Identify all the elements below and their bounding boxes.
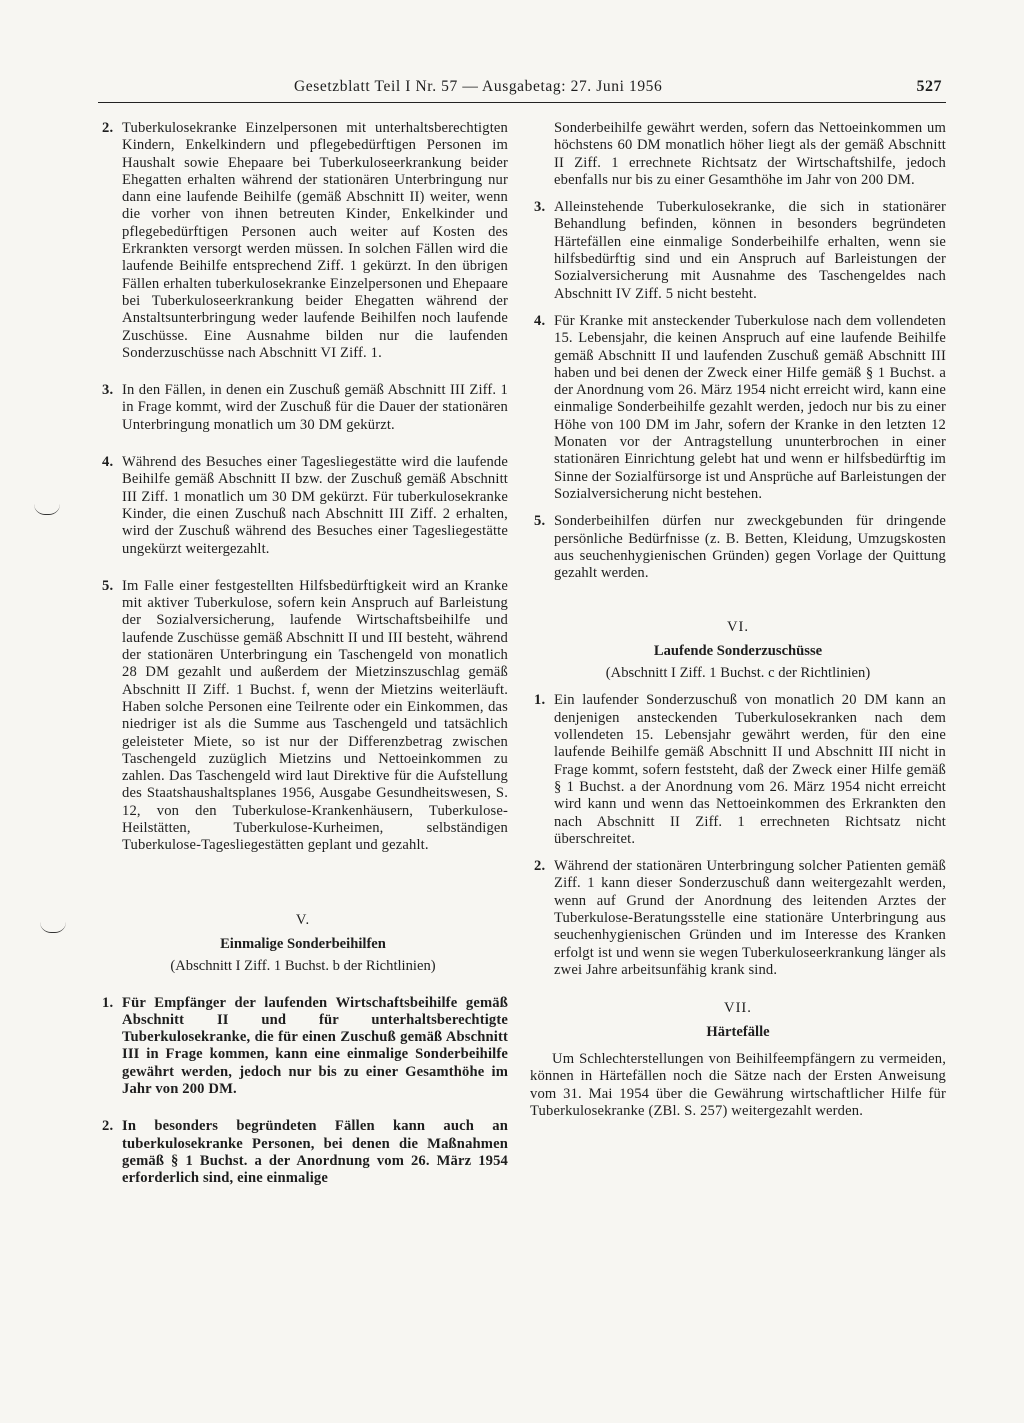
header-title: Gesetzblatt Teil I Nr. 57 — Ausgabetag: 27. Juni 1956 [294, 78, 663, 95]
item-number: 5. [102, 577, 114, 594]
right-column [530, 120, 946, 1120]
list-item [98, 454, 508, 558]
list-item [530, 692, 946, 848]
list-item [530, 199, 946, 303]
item-text: Sonderbeihilfen dürfen nur zweckgebunden für dringende persönliche Bedürfnisse (z. B. Betten, Kleidung, Umzugskosten aus seuchenhygienischen Gründen) gegen Vorlage der Quittung gezahlt werden. [554, 513, 946, 582]
item-text: Ein laufender Sonderzuschuß von monatlich 20 DM kann an denjenigen ansteckenden Tuberkulosekranken nach dem vollendeten 15. Lebensjahr gewährt werden, für den eine laufende Beihilfe gemäß Abschnitt II und Abschnitt III nicht in Frage kommt, sofern feststeht, daß der Zweck einer Hilfe gemäß § 1 Buchst. a der Anordnung vom 26. März 1954 nicht erreicht wird kann und wenn das Nettoeinkommen des Erkrankten den nach Abschnitt II Ziff. 1 errechneten Richtsatz nicht überschreitet. [554, 692, 946, 847]
section-subtitle: (Abschnitt I Ziff. 1 Buchst. b der Richtlinien) [170, 957, 436, 974]
section-number: VI. [726, 619, 750, 636]
section-number: V. [295, 911, 311, 928]
list-item [530, 313, 946, 503]
margin-mark [40, 922, 66, 933]
paragraph: Um Schlechterstellungen von Beihilfeempfängern zu vermeiden, können in Härtefällen noch die Sätze nach der Ersten Anweisung vom 31. Mai 1954 über die Gewährung wirtschaftlicher Hilfe für Tuberkulosekranke (ZBl. S. 257) weitergezahlt werden. [530, 1051, 946, 1120]
item-number: 1. [102, 994, 114, 1011]
item-text: Alleinstehende Tuberkulosekranke, die sich in stationärer Behandlung befinden, können in besonders begründeten Härtefällen eine einmalige Sonderbeihilfe erhalten, wenn sie hilfsbedürftig sind und ein Anspruch auf Barleistungen der Sozialversicherung mit Ausnahme des Taschengeldes nach Abschnitt IV Ziff. 5 nicht besteht. [554, 199, 946, 302]
list-item [98, 995, 508, 1099]
item-number: 5. [534, 513, 546, 530]
page-header [98, 76, 946, 103]
item-text: Für Kranke mit ansteckender Tuberkulose nach dem vollendeten 15. Lebensjahr, die keinen Anspruch auf eine laufende Beihilfe gemäß Abschnitt II und laufenden Zuschuß gemäß Abschnitt III haben und bei denen der Zweck einer Hilfe gemäß § 1 Buchst. a der Anordnung vom 26. März 1954 nicht erreicht wird, kann eine einmalige Sonderbeihilfe gezahlt werden, jedoch nur bis zu einer Höhe von 100 DM im Jahr, sofern der Kranke in den letzten 12 Monaten vor der Antragstellung ununterbrochen in einer stationären Einrichtung gelebt hat und wenn er hilfsbedürftig im Sinne der Sozialfürsorge ist und Ansprüche auf Barleistungen der Sozialversicherung nicht bestehen. [554, 312, 946, 502]
section-title: Härtefälle [706, 1024, 770, 1041]
list-item [98, 1118, 508, 1187]
item-text: Während der stationären Unterbringung solcher Patienten gemäß Ziff. 1 kann dieser Sonderzuschuß dann weitergezahlt werden, wenn auf Grund der Anordnung des leitenden Arztes der Tuberkulose-Beratungsstelle eine stationäre Unterbringung aus seuchenhygienischen Gründen und im Interesse des Kranken erfolgt ist und wenn sie wegen Tuberkuloseerkrankung länger als zwei Jahre arbeitsunfähig krank sind. [554, 858, 946, 978]
section-subtitle: (Abschnitt I Ziff. 1 Buchst. c der Richtlinien) [605, 665, 871, 682]
item-number: 4. [102, 454, 114, 471]
list-item [98, 120, 508, 362]
item-number: 4. [534, 312, 546, 329]
item-text: In besonders begründeten Fällen kann auch an tuberkulosekranke Personen, bei denen die Maßnahmen gemäß § 1 Buchst. a der Anordnung vom 26. März 1954 erforderlich sind, eine einmalige [122, 1118, 508, 1187]
item-number: 2. [102, 120, 114, 136]
continuation-text: Sonderbeihilfe gewährt werden, sofern das Nettoeinkommen um höchstens 60 DM monatlich höher liegt als der gemäß Abschnitt II Ziff. 1 errechnete Richtsatz der Wirtschaftshilfe, jedoch ebenfalls nur bis zu einer Gesamthöhe im Jahr von 200 DM. [554, 120, 946, 188]
item-text: Tuberkulosekranke Einzelpersonen mit unterhaltsberechtigten Kindern, Enkelkindern und pflegebedürftigen Personen im Haushalt sowie Ehepaare bei Tuberkuloseerkrankung beider Ehegatten erhalten während der stationären Unterbringung nur dann eine laufende Beihilfe (gemäß Abschnitt II) weiter, wenn die vorher von ihnen betreuten Kinder, Enkelkinder und pflegebedürftigen Personen auch weiter auf Kosten des Erkrankten versorgt werden müssen. In solchen Fällen wird die laufende Beihilfe entsprechend Ziff. 1 gekürzt. In den übrigen Fällen erhalten tuberkulosekranke Einzelpersonen und Ehepaare bei Tuberkuloseerkrankung beider Ehegatten während der Anstaltsunterbringung weder laufende Beihilfen noch laufende Zuschüsse. Eine Ausnahme bilden nur die laufenden Sonderzuschüsse nach Abschnitt VI Ziff. 1. [122, 120, 508, 361]
list-item [530, 858, 946, 979]
item-number: 3. [102, 382, 114, 399]
item-text: Im Falle einer festgestellten Hilfsbedürftigkeit wird an Kranke mit aktiver Tuberkulose, sofern kein Anspruch auf Barleistung der Sozialversicherung, laufende Wirtschaftsbeihilfe und laufende Zuschüsse gemäß Abschnitt II und III besteht, während der stationären Unterbringung ein Taschengeld von monatlich 28 DM gezahlt und außerdem der Mietzinszuschlag gemäß Abschnitt II Ziff. 1 Buchst. f, wenn der Mietzins weiterläuft. Haben solche Personen eine Teilrente oder ein Einkommen, das niedriger ist als die Summe aus Taschengeld und tatsächlich geleisteter Miete, so ist nur der Differenzbetrag zwischen Taschengeld zuzüglich Mietzins und Nettoeinkommen zu zahlen. Das Taschengeld wird laut Direktive für die Aufstellung des Staatshaushaltsplanes 1956, Ausgabe Gesundheitswesen, S. 12, von den Tuberkulose-Krankenhäusern, Tuberkulose-Heilstätten, Tuberkulose-Kurheimen, selbständigen Tuberkulose-Tagesliegestätten geplant und gezahlt. [122, 577, 508, 854]
item-text: In den Fällen, in denen ein Zuschuß gemäß Abschnitt III Ziff. 1 in Frage kommt, wird der Zuschuß für die Dauer der stationären Unterbringung monatlich um 30 DM gekürzt. [122, 382, 508, 433]
item-number: 3. [534, 199, 546, 216]
list-item [98, 578, 508, 855]
item-number: 2. [102, 1118, 114, 1135]
item-number: 1. [534, 692, 546, 709]
section-number: VII. [724, 1000, 752, 1017]
page-number: 527 [916, 78, 942, 95]
item-number: 2. [534, 858, 546, 875]
list-item [530, 513, 946, 582]
list-item [98, 382, 508, 434]
item-text: Während des Besuches einer Tagesliegestätte wird die laufende Beihilfe gemäß Abschnitt II bzw. der Zuschuß gemäß Abschnitt III Ziff. 1 monatlich um 30 DM gekürzt. Für tuberkulosekranke Kinder, die einen Zuschuß nach Abschnitt III Ziff. 2 erhalten, wird der Zuschuß während des Besuches einer Tagesliegestätte ungekürzt weitergezahlt. [122, 454, 508, 557]
item-text: Für Empfänger der laufenden Wirtschaftsbeihilfe gemäß Abschnitt II und für unterhaltsberechtigte Tuberkulosekranke, die für einen Zuschuß gemäß Abschnitt III in Frage kommen, kann eine einmalige Sonderbeihilfe gewährt werden, jedoch nur bis zu einer Gesamthöhe im Jahr von 200 DM. [122, 994, 508, 1098]
section-title: Laufende Sonderzuschüsse [653, 643, 823, 660]
left-column [98, 120, 508, 1188]
margin-mark [34, 504, 60, 515]
section-title: Einmalige Sonderbeihilfen [220, 935, 386, 952]
